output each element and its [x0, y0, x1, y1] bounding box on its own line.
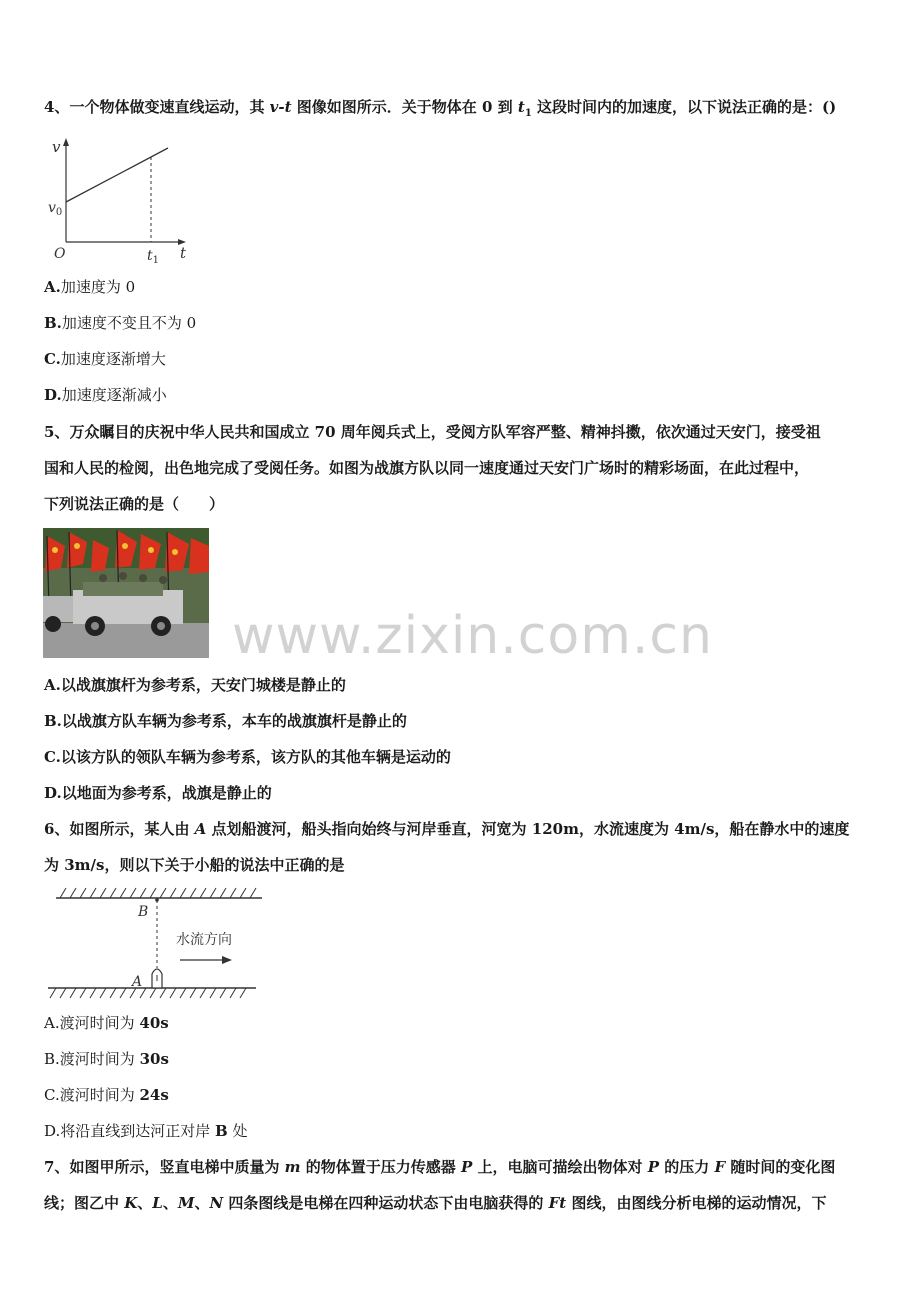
- q6-option-c: C.渡河时间为 24s: [44, 1086, 169, 1104]
- boat-icon: [152, 969, 162, 988]
- y-axis-arrow: [63, 138, 69, 146]
- q5-option-b: B.以战旗方队车辆为参考系，本车的战旗旗杆是静止的: [44, 712, 407, 730]
- q4-option-b: B.加速度不变且不为 0: [44, 314, 197, 332]
- label-b: B: [138, 904, 149, 920]
- point-b-dot: [155, 898, 159, 902]
- y-axis-label: v: [52, 138, 61, 156]
- q5-stem-line3: 下列说法正确的是（ ）: [44, 495, 225, 513]
- v0-label: $v_0$: [48, 200, 63, 218]
- q7-stem-line1: 7、如图甲所示，竖直电梯中质量为 m 的物体置于压力传感器 P 上，电脑可描绘出物体对 P 的压力 F 随时间的变化图: [44, 1158, 836, 1176]
- q4-stem: 4、一个物体做变速直线运动，其 v-t 图像如图所示．关于物体在 0 到 $t_1$ 这段时间内的加速度，以下说法正确的是：(): [44, 98, 837, 119]
- q6-option-b: B.渡河时间为 30s: [44, 1050, 169, 1068]
- velocity-line: [66, 148, 168, 202]
- q5-option-c: C.以该方队的领队车辆为参考系，该方队的其他车辆是运动的: [44, 748, 451, 766]
- q4-vt-graph: [44, 136, 204, 266]
- t1-label: $t_1$: [147, 248, 160, 266]
- q7-stem-line2: 线；图乙中 K、L、M、N 四条图线是电梯在四种运动状态下由电脑获得的 Ft 图线，由图线分析电梯的运动情况，下: [44, 1194, 827, 1212]
- river-diagram: [44, 882, 270, 1008]
- q6-number: 6、: [44, 820, 70, 838]
- q4-option-a: A.加速度为 0: [44, 278, 136, 296]
- flow-direction-label: 水流方向: [176, 932, 232, 948]
- q5-stem-line2: 国和人民的检阅，出色地完成了受阅任务。如图为战旗方队以同一速度通过天安门广场时的精彩场面，在此过程中，: [44, 459, 810, 477]
- q5-option-a: A.以战旗旗杆为参考系，天安门城楼是静止的: [44, 676, 346, 694]
- q6-option-a: A.渡河时间为 40s: [44, 1014, 169, 1032]
- q6-stem-line1: 6、如图所示，某人由 A 点划船渡河，船头指向始终与河岸垂直，河宽为 120m，水流速度为 4m/s，船在静水中的速度: [44, 820, 850, 838]
- watermark: www.zixin.com.cn: [232, 606, 713, 666]
- q4-option-c: C.加速度逐渐增大: [44, 350, 166, 368]
- origin-label: O: [54, 246, 66, 262]
- parade-photo: [43, 528, 209, 658]
- q4-option-d: D.加速度逐渐减小: [44, 386, 167, 404]
- q6-stem-line2: 为 3m/s，则以下关于小船的说法中正确的是: [44, 856, 345, 874]
- far-bank-hatch: [60, 888, 256, 898]
- q7-number: 7、: [44, 1158, 70, 1176]
- q4-number: 4、: [44, 98, 70, 116]
- flow-arrow-head: [222, 956, 232, 964]
- q5-stem-line1: 5、万众瞩目的庆祝中华人民共和国成立 70 周年阅兵式上，受阅方队军容严整、精神抖擞，依次通过天安门，接受祖: [44, 423, 821, 441]
- x-axis-label: t: [180, 244, 187, 262]
- q5-number: 5、: [44, 423, 70, 441]
- q6-option-d: D.将沿直线到达河正对岸 B 处: [44, 1122, 248, 1140]
- q5-option-d: D.以地面为参考系，战旗是静止的: [44, 784, 272, 802]
- label-a: A: [132, 974, 143, 990]
- near-bank-hatch: [50, 988, 246, 998]
